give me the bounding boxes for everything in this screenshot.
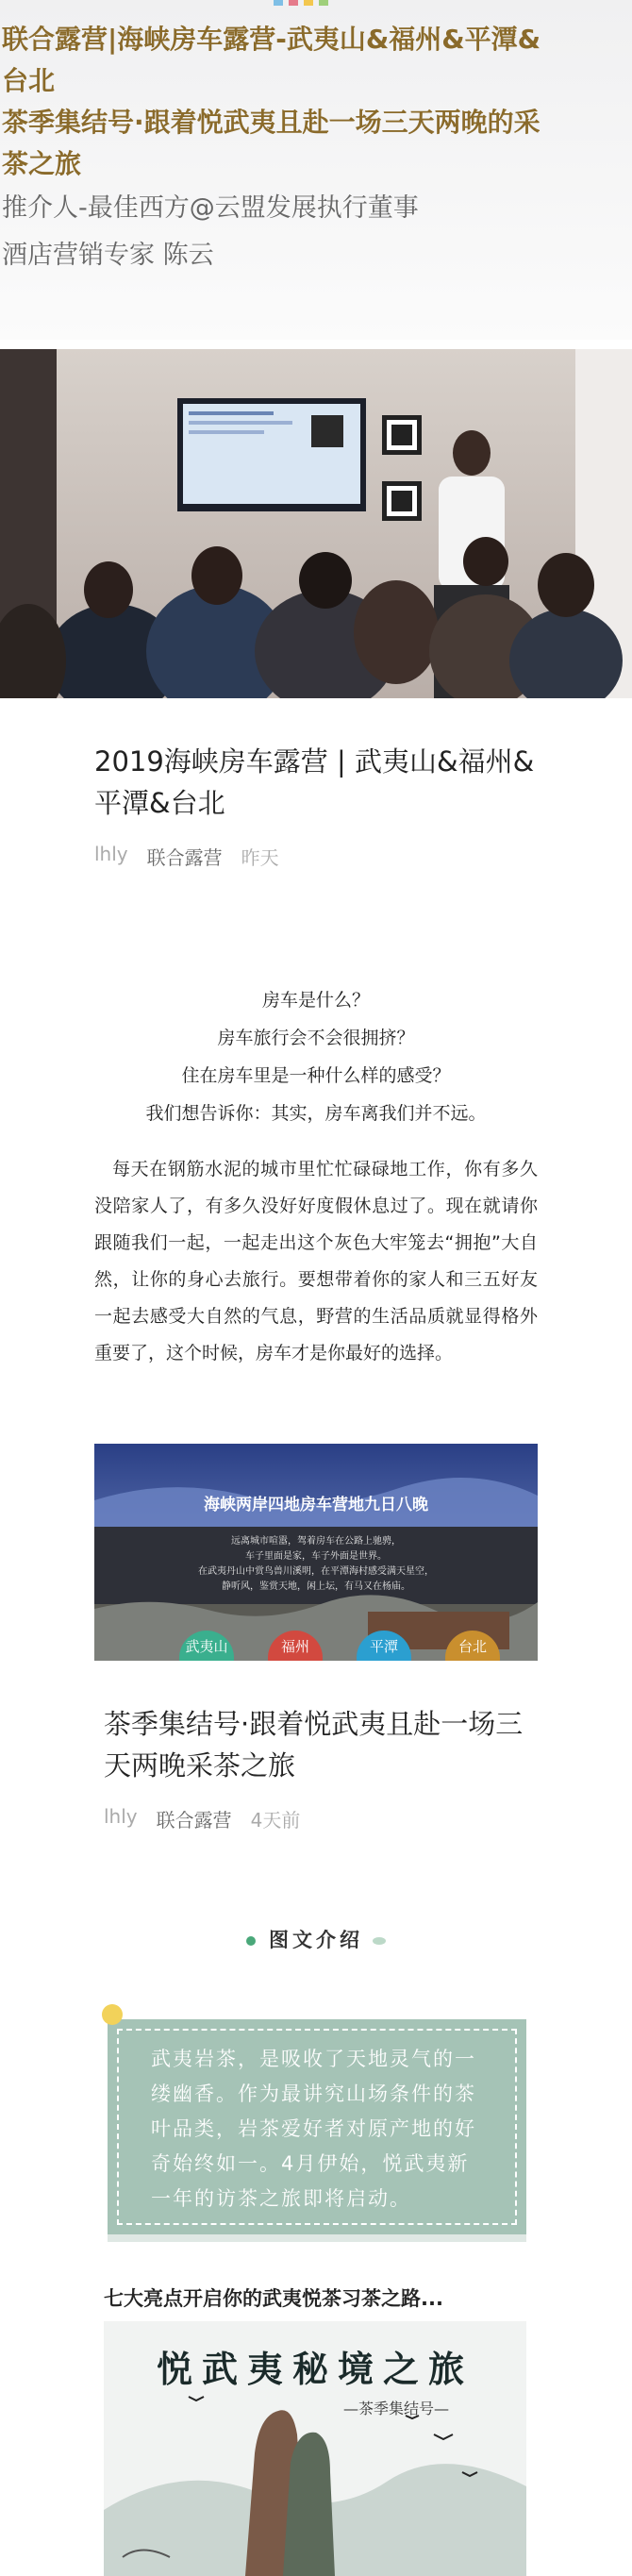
page-title-line: 茶季集结号·跟着悦武夷且赴一场三天两晚的采 (2, 107, 541, 138)
intro-paragraph: 每天在钢筋水泥的城市里忙忙碌碌地工作，你有多久没陪家人了，有多久没好好度假休息过了。现在就请你跟随我们一起，一起走出这个灰色大牢笼去“拥抱”大自然，让你的身心去旅行。要想带着你的家人和三五好友一起去感受大自然的气息，野营的生活品质就显得格外重要了，这个时候，房车才是你最好的选择。 (94, 1159, 538, 1363)
intro-heading (0, 1925, 632, 1953)
banner-tag: 台北 (445, 1631, 500, 1661)
poster-subtitle: —茶季集结号— (342, 2400, 449, 2417)
article-meta (94, 843, 538, 870)
author-name: lhly (94, 843, 128, 865)
intro-box (108, 2019, 526, 2234)
article-title[interactable]: 茶季集结号·跟着悦武夷且赴一场三天两晚采茶之旅 (104, 1708, 524, 1781)
article-title[interactable]: 2019海峡房车露营 | 武夷山&福州&平潭&台北 (94, 745, 535, 819)
poster-title: 悦武夷秘境之旅 (156, 2348, 474, 2390)
banner-line: 远离城市喧嚣，驾着房车在公路上驰骋， (231, 1536, 401, 1547)
publish-time: 4天前 (250, 1809, 301, 1832)
intro-heading-text: 图文介绍 (269, 1929, 363, 1951)
article-meta (104, 1805, 538, 1832)
article-card-1[interactable] (94, 741, 538, 870)
banner-line: 车子里面是家，车子外面是世界。 (245, 1551, 387, 1562)
leaf-icon (246, 1936, 256, 1946)
publish-time: 昨天 (241, 846, 279, 869)
author-name: lhly (104, 1805, 138, 1828)
banner-heading: 海峡两岸四地房车营地九日八晚 (204, 1496, 428, 1514)
intro-box-text: 武夷岩茶，是吸收了天地灵气的一缕幽香。作为最讲究山场条件的茶叶品类，岩茶爱好者对原产地的好奇始终如一。4月伊始，悦武夷新一年的访茶之旅即将启动。 (117, 2029, 517, 2225)
page-title-line: 茶之旅 (2, 148, 82, 179)
account-name[interactable]: 联合露营 (146, 846, 223, 869)
banner-line: 在武夷丹山中赏鸟兽川溪明，在平潭海村感受满天星空， (198, 1566, 434, 1577)
header-area (0, 0, 632, 340)
banner-tags (179, 1631, 500, 1661)
event-photo (0, 349, 632, 698)
promo-banner[interactable] (94, 1444, 538, 1661)
poem-line: 房车旅行会不会很拥挤？ (217, 1028, 415, 1048)
page-title-line: 联合露营|海峡房车露营-武夷山&福州&平潭& (2, 24, 541, 55)
banner-line: 静听风，鉴赏天地，闲上坛，有马又在杨庙。 (222, 1581, 410, 1592)
leaf-icon (373, 1937, 386, 1945)
header-text (0, 19, 632, 279)
page-title-line: 台北 (2, 65, 56, 96)
flower-icon (102, 2004, 123, 2025)
poem-line: 我们想告诉你：其实，房车离我们并不远。 (145, 1103, 487, 1124)
article-card-2[interactable] (104, 1703, 538, 1832)
poem-line: 住在房车里是一种什么样的感受？ (181, 1065, 451, 1086)
recommender-title: 酒店营销专家 陈云 (2, 241, 214, 270)
intro-box-shadow (108, 2234, 526, 2242)
recommender-text: 推介人-最佳西方@云盟发展执行董事 (2, 193, 419, 223)
account-name[interactable]: 联合露营 (156, 1809, 232, 1832)
intro-poem (94, 981, 538, 1132)
tea-trip-poster[interactable] (104, 2321, 526, 2576)
top-color-accent (274, 0, 328, 6)
banner-tag: 平潭 (357, 1631, 411, 1661)
highlights-title: 七大亮点开启你的武夷悦茶习茶之路... (104, 2287, 443, 2310)
poem-line: 房车是什么？ (261, 990, 370, 1011)
banner-tag: 福州 (268, 1631, 323, 1661)
banner-tag: 武夷山 (179, 1631, 234, 1661)
banner-lines (94, 1534, 538, 1595)
